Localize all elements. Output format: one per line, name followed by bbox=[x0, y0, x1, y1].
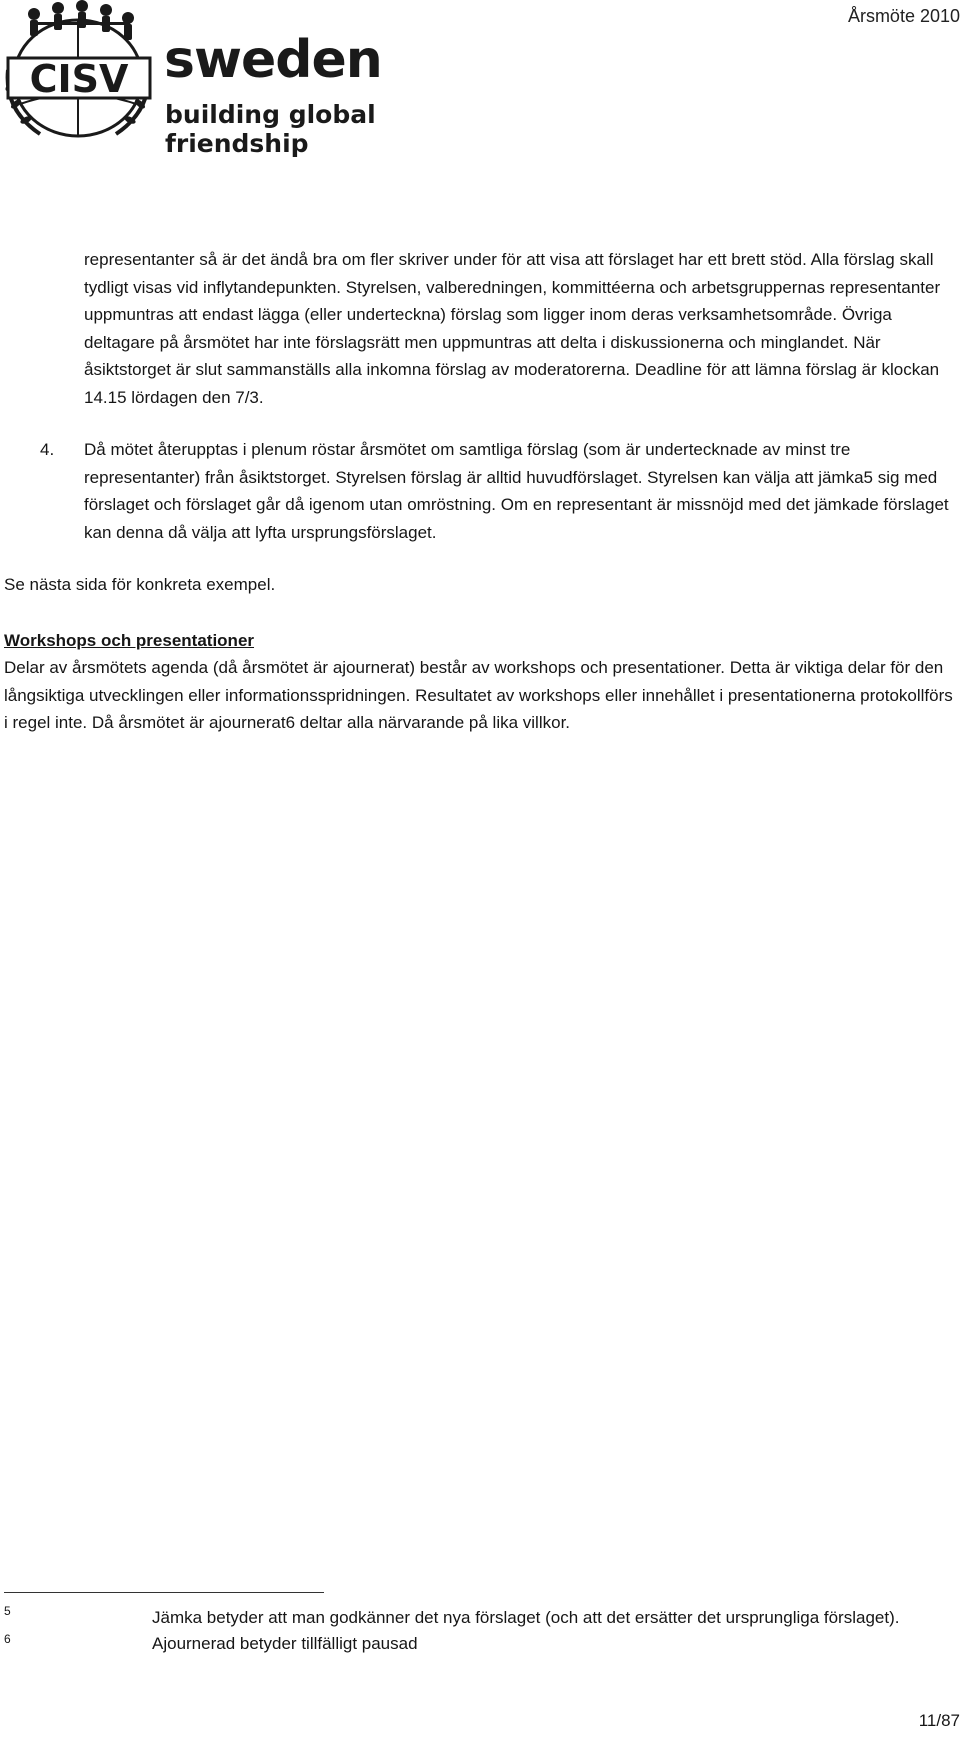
footnote-mark-6: 6 bbox=[4, 1632, 11, 1646]
logo-wordmark: sweden bbox=[164, 30, 382, 90]
footnote-6-text: Ajournerad betyder tillfälligt pausad bbox=[152, 1634, 418, 1653]
numbered-item-4 bbox=[40, 436, 958, 546]
cisv-globe-emblem-icon bbox=[0, 0, 160, 140]
page-number: 11/87 bbox=[918, 1711, 960, 1730]
see-next-page-note: Se nästa sida för konkreta exempel. bbox=[4, 575, 276, 594]
item-number: 4. bbox=[40, 440, 55, 459]
section-heading: Workshops och presentationer bbox=[4, 631, 255, 650]
footnote-separator bbox=[4, 1592, 324, 1593]
logo-tagline: building global friendship bbox=[165, 100, 376, 158]
continued-paragraph: representanter så är det ändå bra om fler skriver under för att visa att förslaget har ett brett stöd. Alla förslag skall tydligt visas vid inflytandepunkten. Styrelsen, valberedningen, kommittéerna och arbetsgruppernas representanter uppmuntras att endast lägga (eller underteckna) förslag som ligger inom deras verksamhetsområde. Övriga deltagare på årsmötet har inte förslagsrätt men uppmuntras att delta i diskussionerna och minglandet. När åsiktstorget är slut sammanställs alla inkomna förslag av moderatorerna. Deadline för att lämna förslag är klockan 14.15 lördagen den 7/3. bbox=[84, 250, 941, 407]
footnote-5-text: Jämka betyder att man godkänner det nya förslaget (och att det ersätter det ursprungliga förslaget). bbox=[152, 1608, 900, 1627]
logo-cisv-text: CISV bbox=[29, 57, 129, 101]
item-text: Då mötet återupptas i plenum röstar årsmötet om samtliga förslag (som är undertecknade av minst tre representanter) från åsiktstorget. Styrelsen förslag är alltid huvudförslaget. Styrelsen kan välja att jämka5 sig med förslaget och förslaget går då igenom utan omröstning. Om en representant är missnöjd med det jämkade förslaget kan denna då välja att lyfta ursprungsförslaget. bbox=[84, 440, 949, 542]
workshops-paragraph: Delar av årsmötets agenda (då årsmötet är ajournerat) består av workshops och presentationer. Detta är viktiga delar för den långsiktiga utvecklingen eller informationsspridningen. Resultatet av workshops eller innehållet i presentationerna protokollförs i regel inte. Då årsmötet är ajournerat6 deltar alla närvarande på lika villkor. bbox=[4, 658, 953, 732]
document-header-label: Årsmöte 2010 bbox=[847, 6, 960, 26]
cisv-sweden-logo bbox=[0, 0, 490, 158]
footnote-mark-5: 5 bbox=[4, 1604, 11, 1618]
